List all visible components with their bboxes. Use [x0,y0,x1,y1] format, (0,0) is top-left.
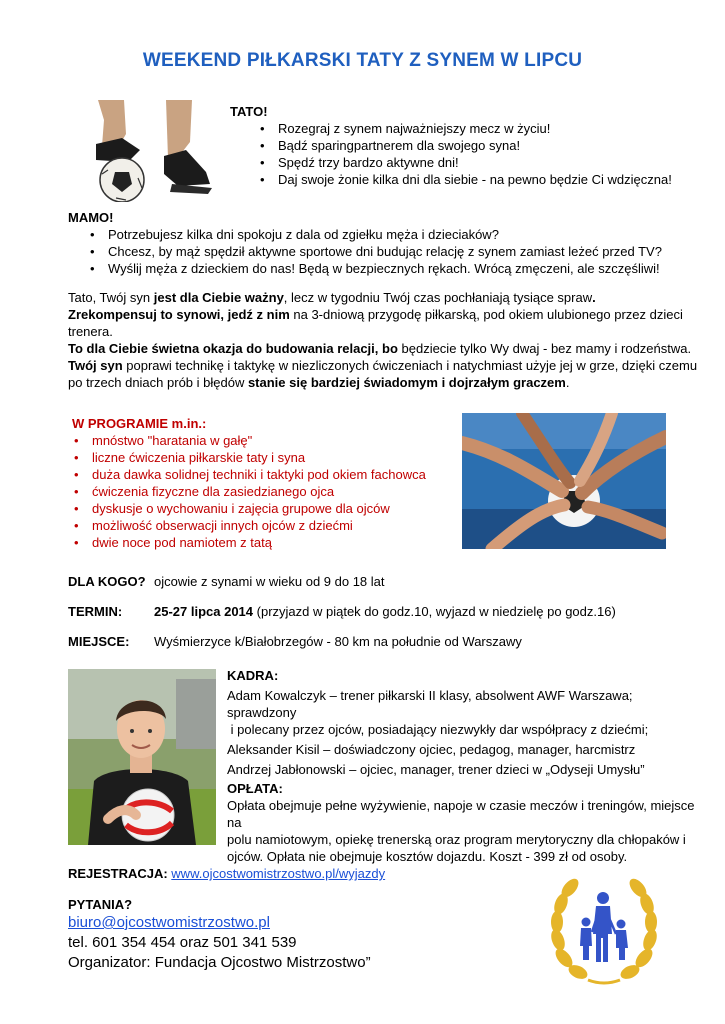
kadra-line: Adam Kowalczyk – trener piłkarski II klasy, absolwent AWF Warszawa; sprawdzony [227,688,633,720]
page-title: WEEKEND PIŁKARSKI TATY Z SYNEM W LIPCU [142,50,583,71]
phone-line: tel. 601 354 454 oraz 501 341 539 [68,934,297,951]
kadra-line: i polecany przez ojców, posiadający niezwykły dar współpracy z dziećmi; [227,722,649,737]
program-list [70,432,448,551]
list-item: • możliwość obserwacji innych ojców z dziećmi [70,517,448,534]
kadra-heading: KADRA: [227,668,279,683]
intro-line-1 [68,289,708,306]
miejsce-value: Wyśmierzyce k/Białobrzegów - 80 km na południe od Warszawy [154,634,522,649]
list-item: • duża dawka solidnej techniki i taktyki pod okiem fachowca [70,466,448,483]
text-bold: stanie się bardziej świadomym i dojrzałym graczem [247,375,566,390]
list-item: • mnóstwo "haratania w gałę" [70,432,448,449]
pytania-label: PYTANIA? [68,897,133,912]
text: , lecz w tygodniu Twój czas pochłaniają tysiące spraw [283,290,593,305]
list-item: • Rozegraj z synem najważniejszy mecz w życiu! [256,120,700,137]
text: będziecie tylko Wy dwaj - bez mamy i rodzeństwa. [397,341,692,356]
program-section [68,415,448,551]
text-bold: Zrekompensuj to synowi, jedź z nim [68,307,290,322]
registration-link[interactable]: www.ojcostwomistrzostwo.pl/wyjazdy [171,866,386,881]
text-bold: To dla Ciebie świetna okazja do budowania relacji, bo [68,341,398,356]
oplata-line: ojców. Opłata nie obejmuje kosztów dojazdu. Koszt - 399 zł od osoby. [227,849,628,864]
tato-heading: TATO! [230,104,268,119]
list-item: • dyskusje o wychowaniu i zajęcia grupowe dla ojców [70,500,448,517]
text: . [565,375,570,390]
list-item: • Chcesz, by mąż spędził aktywne sportowe dni budując relację z synem zamiast leżeć przed TV? [86,243,708,260]
rejestracja-row [68,865,385,882]
mamo-list [86,226,708,277]
text-bold: . [592,290,596,305]
list-item: • dwie noce pod namiotem z tatą [70,534,448,551]
technique-text [68,357,708,391]
oplata-line: polu namiotowym, opiekę trenerską oraz program merytoryczny dla chłopaków i [227,832,686,847]
football-feet-photo [82,100,214,202]
list-item: • Spędź trzy bardzo aktywne dni! [256,154,700,171]
miejsce-label: MIEJSCE: [68,634,130,649]
text: Tato, Twój syn [68,290,154,305]
intro-line-2 [68,306,708,340]
father-children-icon [580,892,628,962]
rejestracja-label: REJESTRACJA: [68,866,172,881]
dla-kogo-label: DLA KOGO? [68,574,146,589]
email-link[interactable]: biuro@ojcostwomistrzostwo.pl [68,914,270,931]
tato-section [230,103,700,188]
email-line [68,913,468,933]
intro-line-3 [68,340,708,357]
info-dla-kogo [68,573,385,590]
trainer-photo [68,669,216,845]
list-item: • Potrzebujesz kilka dni spokoju z dala od zgiełku męża i dzieciaków? [86,226,708,243]
dla-kogo-value: ojcowie z synami w wieku od 9 do 18 lat [154,574,385,589]
foundation-logo [548,868,660,988]
text-bold: jest dla Ciebie ważny [153,290,284,305]
list-item: • Bądź sparingpartnerem dla swojego syna! [256,137,700,154]
list-item: • Daj swoje żonie kilka dni dla siebie - na pewno będzie Ci wdzięczna! [256,171,700,188]
tato-list [256,120,700,188]
oplata-line: Opłata obejmuje pełne wyżywienie, napoje w czasie meczów i treningów, miejsce na [227,798,695,830]
program-heading: W PROGRAMIE m.in.: [72,416,207,431]
mamo-section [68,209,708,277]
intro-paragraph [68,289,708,357]
team-hands-photo [462,413,666,549]
text: poprawi technikę i taktykę w niezliczonych ćwiczeniach i natychmiast użyje jej w grze, dzięki czemu po trzech dniach prób i błędów [68,358,698,390]
list-item: • ćwiczenia fizyczne dla zasiedzianego ojca [70,483,448,500]
info-termin [68,603,616,620]
termin-date: 25-27 lipca 2014 [154,604,254,619]
text: na 3-dniową przygodę piłkarską, pod okiem ulubionego przez dzieci trenera. [68,307,683,339]
list-item: • liczne ćwiczenia piłkarskie taty i syna [70,449,448,466]
termin-label: TERMIN: [68,604,123,619]
termin-details: (przyjazd w piątek do godz.10, wyjazd w niedzielę po godz.16) [253,604,616,619]
list-item: • Wyślij męża z dzieckiem do nas! Będą w bezpiecznych rękach. Wrócą zmęczeni, ale szczęśliwi! [86,260,708,277]
kadra-line: Aleksander Kisil – doświadczony ojciec, pedagog, manager, harcmistrz [227,742,636,757]
organizer-line: Organizator: Fundacja Ojcostwo Mistrzostwo” [68,954,371,971]
pytania-section [68,896,468,973]
info-miejsce [68,633,522,650]
kadra-section [227,667,697,778]
kadra-line: Andrzej Jabłonowski – ojciec, manager, trener dzieci w „Odyseji Umysłu” [227,762,645,777]
oplata-section [227,780,697,865]
text-bold: Twój syn [68,358,123,373]
oplata-heading: OPŁATA: [227,781,283,796]
technique-paragraph [68,357,708,391]
mamo-heading: MAMO! [68,210,114,225]
